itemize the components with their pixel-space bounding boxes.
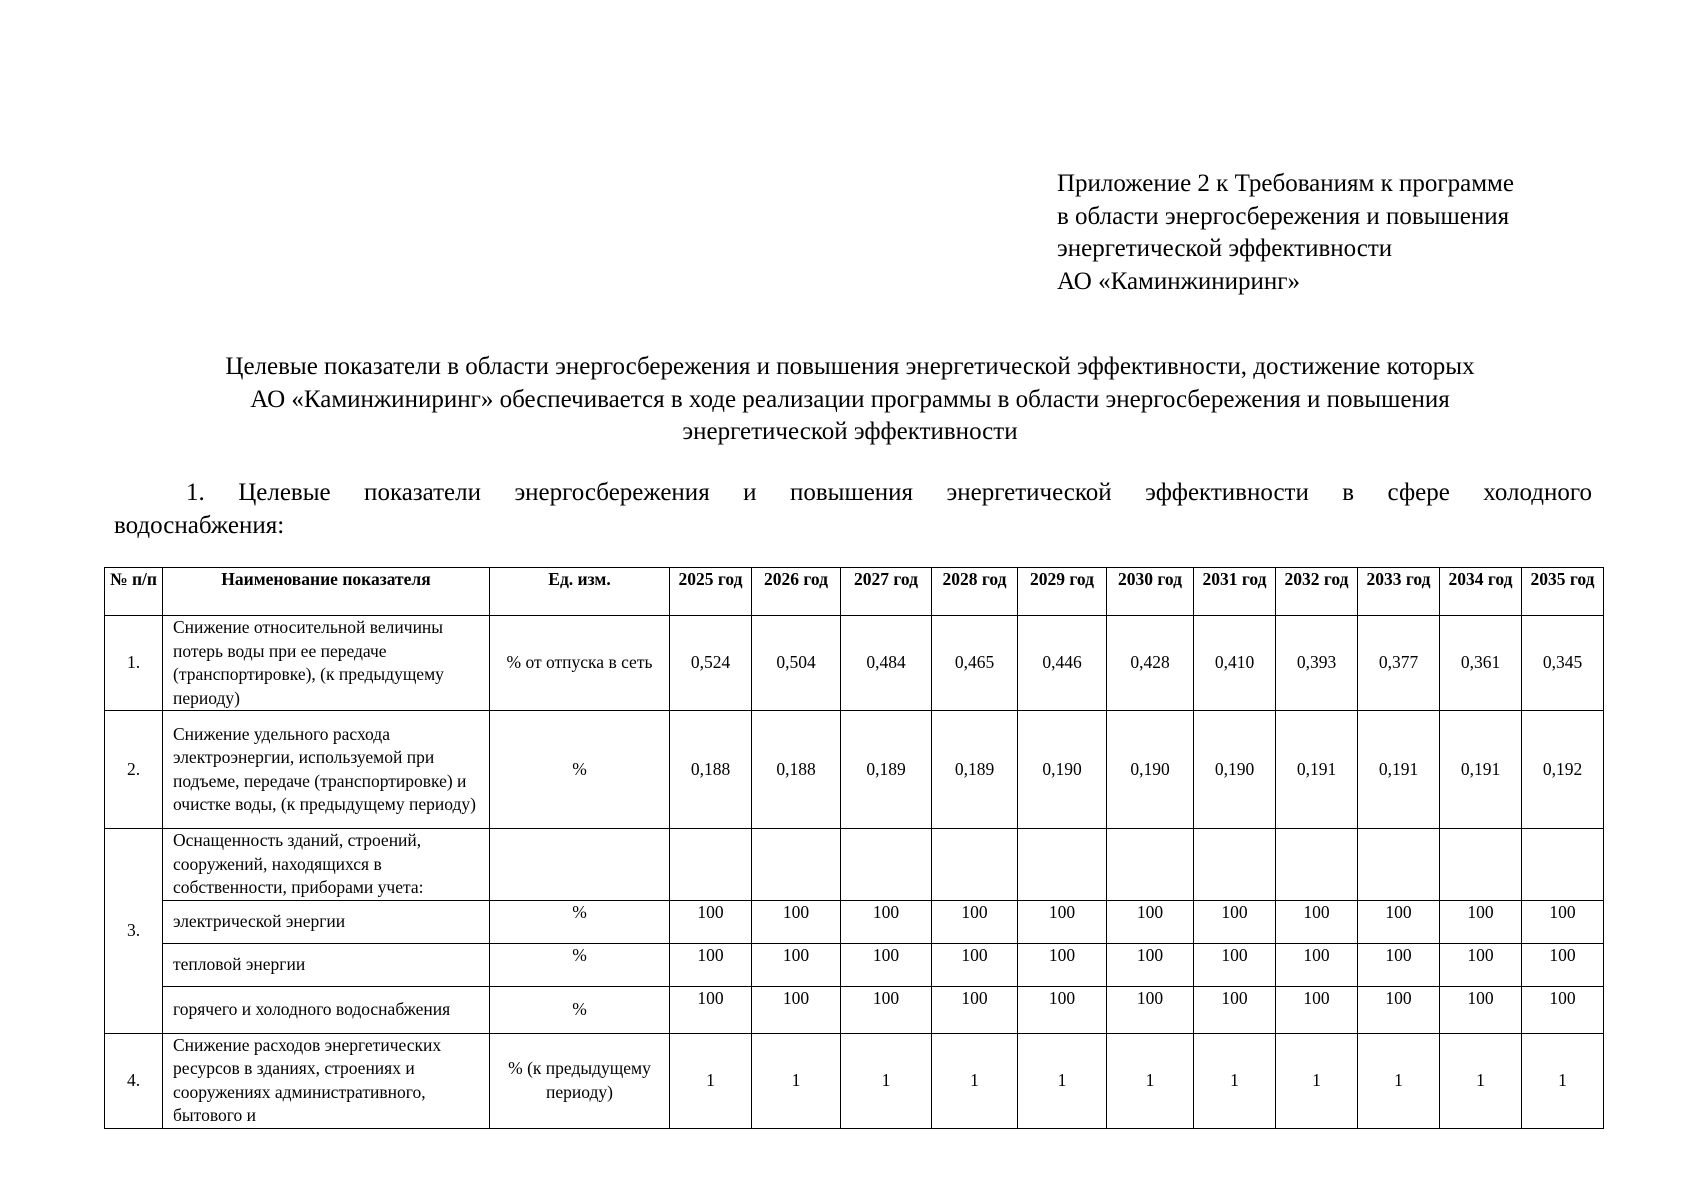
row-name: Оснащенность зданий, строений, сооружений, находящихся в собственности, приборами учета: [163,829,490,901]
row-value: 1 [670,1033,752,1128]
header-year: 2035 год [1522,568,1604,616]
subrow-value: 100 [752,900,841,943]
subrow-value: 100 [1522,900,1604,943]
row-unit: % (к предыдущему периоду) [490,1033,670,1128]
table-subrow [105,986,1604,1033]
appendix-line: АО «Каминжиниринг» [1057,267,1301,295]
appendix-heading [1057,168,1617,298]
subrow-value: 100 [1018,943,1107,986]
row-value: 1 [1440,1033,1522,1128]
appendix-line: Приложение 2 к Требованиям к программе [1057,170,1514,197]
table-subrow [105,943,1604,986]
row-value: 0,428 [1107,616,1194,711]
row-name: Снижение удельного расхода электроэнергии, используемой при подъеме, передаче (транспортировке) и очистке воды, (к предыдущему периоду) [163,711,490,829]
subrow-value: 100 [670,986,752,1033]
empty-cell [1522,829,1604,901]
subrow-value: 100 [841,900,932,943]
header-year: 2031 год [1194,568,1276,616]
subrow-value: 100 [1522,943,1604,986]
row-value: 0,361 [1440,616,1522,711]
table-row [105,829,1604,901]
row-value: 0,188 [670,711,752,829]
header-name: Наименование показателя [163,568,490,616]
subrow-unit: % [490,943,670,986]
row-value: 1 [841,1033,932,1128]
table-row [105,711,1604,829]
header-year: 2027 год [841,568,932,616]
row-value: 0,191 [1276,711,1358,829]
subrow-value: 100 [1194,900,1276,943]
subrow-value: 100 [1018,986,1107,1033]
header-year: 2025 год [670,568,752,616]
row-value: 0,410 [1194,616,1276,711]
row-value: 1 [1358,1033,1440,1128]
empty-cell [841,829,932,901]
row-value: 1 [1522,1033,1604,1128]
section-line-2: водоснабжения: [114,511,285,539]
subrow-value: 100 [1358,986,1440,1033]
appendix-line: энергетической эффективности [1057,235,1393,262]
subrow-value: 100 [1276,943,1358,986]
row-value: 1 [1194,1033,1276,1128]
document-title [100,351,1600,449]
row-value: 1 [1018,1033,1107,1128]
subrow-value: 100 [1107,986,1194,1033]
row-value: 0,446 [1018,616,1107,711]
table-row [105,1033,1604,1128]
empty-cell [1194,829,1276,901]
header-year: 2030 год [1107,568,1194,616]
row-value: 0,192 [1522,711,1604,829]
title-line: Целевые показатели в области энергосбережения и повышения энергетической эффективности, достижение которых [225,353,1475,380]
table-row [105,616,1604,711]
title-line: энергетической эффективности [682,418,1018,445]
subrow-value: 100 [841,943,932,986]
appendix-line: в области энергосбережения и повышения [1057,202,1510,230]
subrow-value: 100 [1194,943,1276,986]
subrow-value: 100 [1522,986,1604,1033]
subrow-value: 100 [1107,900,1194,943]
subrow-name: тепловой энергии [163,943,490,986]
subrow-value: 100 [670,943,752,986]
table-subrow [105,900,1604,943]
section-heading [114,477,1592,542]
row-name: Снижение расходов энергетических ресурсов в зданиях, строениях и сооружениях административного, бытового и [163,1033,490,1128]
row-value: 0,189 [932,711,1018,829]
subrow-value: 100 [1194,986,1276,1033]
subrow-value: 100 [1440,900,1522,943]
row-value: 1 [752,1033,841,1128]
empty-cell [490,829,670,901]
subrow-value: 100 [1440,943,1522,986]
row-num: 3. [105,829,163,1034]
row-value: 0,188 [752,711,841,829]
empty-cell [932,829,1018,901]
header-year: 2029 год [1018,568,1107,616]
row-value: 0,191 [1358,711,1440,829]
row-value: 0,393 [1276,616,1358,711]
row-name: Снижение относительной величины потерь воды при ее передаче (транспортировке), (к предыдущему периоду) [163,616,490,711]
header-num: № п/п [105,568,163,616]
header-year: 2034 год [1440,568,1522,616]
subrow-value: 100 [932,986,1018,1033]
row-value: 0,484 [841,616,932,711]
row-value: 0,190 [1194,711,1276,829]
header-year: 2026 год [752,568,841,616]
subrow-name: горячего и холодного водоснабжения [163,986,490,1033]
row-num: 1. [105,616,163,711]
subrow-value: 100 [752,943,841,986]
row-num: 2. [105,711,163,829]
title-line: АО «Каминжиниринг» обеспечивается в ходе реализации программы в области энергосбережения и повышения [250,385,1450,413]
subrow-unit: % [490,986,670,1033]
empty-cell [1358,829,1440,901]
subrow-value: 100 [1440,986,1522,1033]
row-value: 0,524 [670,616,752,711]
subrow-value: 100 [1276,900,1358,943]
subrow-unit: % [490,900,670,943]
row-value: 0,377 [1358,616,1440,711]
header-year: 2033 год [1358,568,1440,616]
subrow-value: 100 [841,986,932,1033]
header-year: 2032 год [1276,568,1358,616]
subrow-value: 100 [932,900,1018,943]
subrow-value: 100 [1107,943,1194,986]
row-value: 1 [932,1033,1018,1128]
subrow-name: электрической энергии [163,900,490,943]
row-value: 0,465 [932,616,1018,711]
subrow-value: 100 [1018,900,1107,943]
row-value: 0,191 [1440,711,1522,829]
header-unit: Ед. изм. [490,568,670,616]
subrow-value: 100 [752,986,841,1033]
indicators-table [104,567,1604,1129]
row-value: 0,345 [1522,616,1604,711]
row-num: 4. [105,1033,163,1128]
empty-cell [1018,829,1107,901]
subrow-value: 100 [1358,943,1440,986]
table-header-row [105,568,1604,616]
subrow-value: 100 [1276,986,1358,1033]
subrow-value: 100 [1358,900,1440,943]
subrow-value: 100 [670,900,752,943]
empty-cell [1440,829,1522,901]
empty-cell [752,829,841,901]
row-unit: % [490,711,670,829]
row-value: 0,190 [1018,711,1107,829]
subrow-value: 100 [932,943,1018,986]
empty-cell [1276,829,1358,901]
row-value: 1 [1276,1033,1358,1128]
row-value: 0,189 [841,711,932,829]
row-value: 1 [1107,1033,1194,1128]
section-line-1: 1. Целевые показатели энергосбережения и повышения энергетической эффективности в сфере холодного [186,479,1592,506]
empty-cell [670,829,752,901]
empty-cell [1107,829,1194,901]
row-value: 0,504 [752,616,841,711]
header-year: 2028 год [932,568,1018,616]
row-value: 0,190 [1107,711,1194,829]
row-unit: % от отпуска в сеть [490,616,670,711]
